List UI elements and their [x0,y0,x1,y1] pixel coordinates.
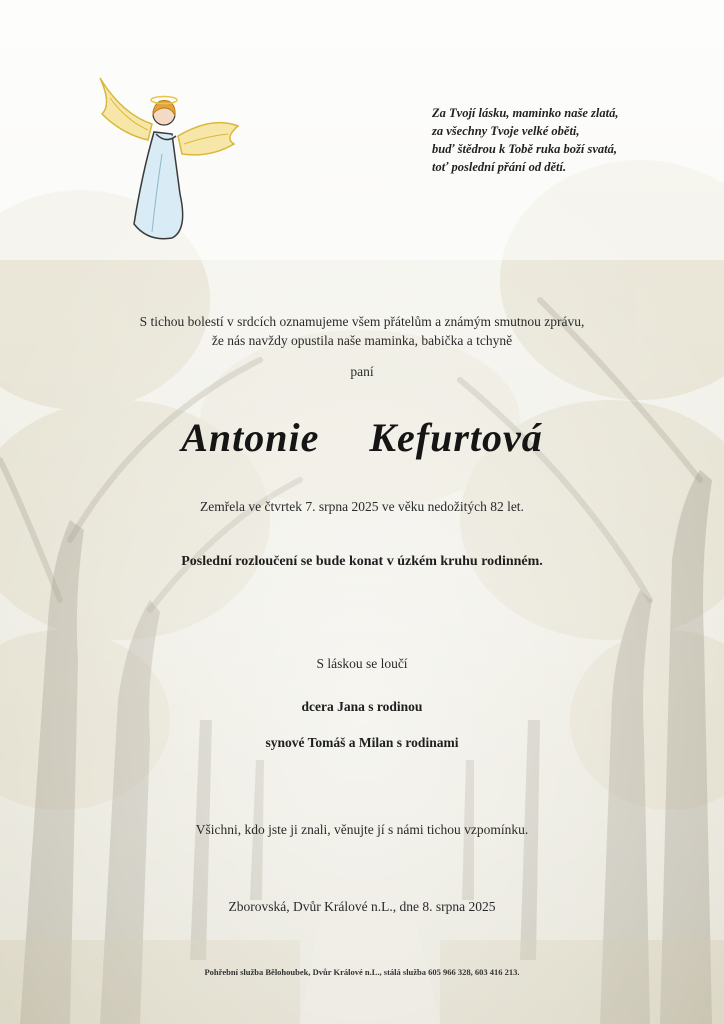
intro-line: S tichou bolestí v srdcích oznamujeme všem přátelům a známým smutnou zprávu, [139,314,585,329]
angel-icon [92,74,242,244]
funeral-service-footer: Pohřební služba Bělohoubek, Dvůr Králové n.L., stálá služba 605 966 328, 603 416 213. [204,967,520,977]
honorific: paní [350,364,374,379]
mourners-intro: S láskou se loučí [316,656,408,671]
poem-line: Za Tvojí lásku, maminko naše zlatá, [432,106,619,120]
poem-line: za všechny Tvoje velké oběti, [432,124,580,138]
poem-verse [432,104,702,176]
intro-line: že nás navždy opustila naše maminka, babička a tchyně [211,333,513,348]
farewell-notice: Poslední rozloučení se bude konat v úzkém kruhu rodinném. [181,554,543,569]
poem-line: buď štědrou k Tobě ruka boží svatá, [432,142,617,156]
mourner-item: dcera Jana s rodinou [301,699,423,714]
mourner-item: synové Tomáš a Milan s rodinami [265,735,459,750]
remembrance-request: Všichni, kdo jste ji znali, věnujte jí s námi tichou vzpomínku. [195,822,529,837]
place-and-date: Zborovská, Dvůr Králové n.L., dne 8. srpna 2025 [228,899,496,914]
announcement-intro [0,312,724,350]
deceased-name: Antonie Kefurtová [181,415,543,460]
death-notice: Zemřela ve čtvrtek 7. srpna 2025 ve věku nedožitých 82 let. [200,499,524,514]
poem-line: toť poslední přání od dětí. [432,160,567,174]
